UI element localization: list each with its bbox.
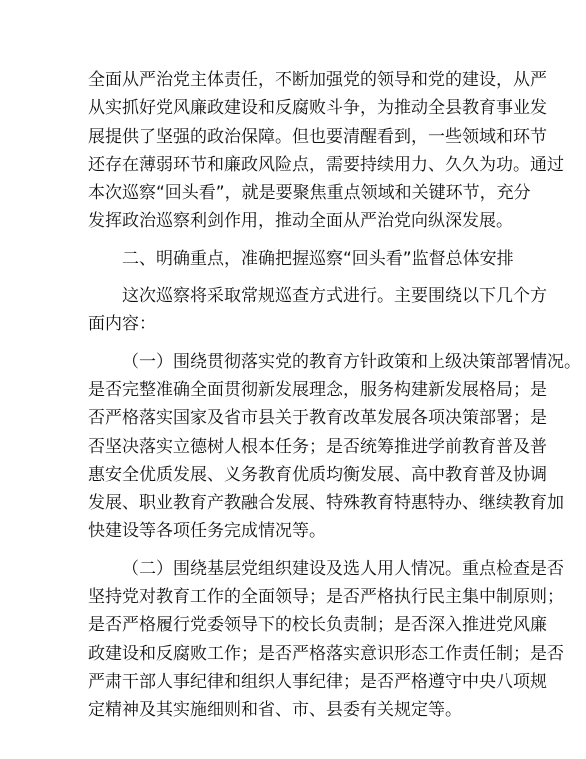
paragraph — [88, 66, 564, 236]
text-line: 还存在薄弱环节和廉政风险点，需要持续用力、久久为功。通过 — [88, 154, 564, 175]
text-line: 惠安全优质发展、义务教育优质均衡发展、高中教育普及协调 — [88, 464, 547, 485]
text-line: 面内容： — [88, 314, 156, 335]
paragraph — [88, 348, 581, 546]
heading-text: 二、明确重点，准确把握巡察“回头看”监督总体安排 — [122, 248, 514, 269]
text-line: （一）围绕贯彻落实党的教育方针政策和上级决策部署情况。 — [122, 351, 581, 372]
text-line: 发展、职业教育产教融合发展、特殊教育特惠特办、继续教育加 — [88, 493, 564, 514]
text-line: 严肃干部人事纪律和组织人事纪律；是否严格遵守中央八项规 — [88, 671, 547, 692]
text-line: 否坚决落实立德树人根本任务；是否统筹推进学前教育普及普 — [88, 436, 547, 457]
text-line: （二）围绕基层党组织建设及选人用人情况。重点检查是否 — [122, 558, 564, 579]
paragraph — [88, 282, 547, 339]
text-line: 展提供了坚强的政治保障。但也要清醒看到，一些领域和环节 — [88, 126, 547, 147]
paragraph — [88, 555, 564, 725]
text-line: 否严格落实国家及省市县关于教育改革发展各项决策部署；是 — [88, 408, 547, 429]
text-line: 坚持党对教育工作的全面领导；是否严格执行民主集中制原则； — [88, 587, 564, 608]
document-body — [88, 66, 581, 725]
text-line: 从实抓好党风廉政建设和反腐败斗争，为推动全县教育事业发 — [88, 98, 547, 119]
text-line: 快建设等各项任务完成情况等。 — [88, 521, 326, 542]
text-line: 发挥政治巡察利剑作用，推动全面从严治党向纵深发展。 — [88, 211, 513, 232]
text-line: 政建设和反腐败工作；是否严格落实意识形态工作责任制；是否 — [88, 643, 564, 664]
text-line: 是否严格履行党委领导下的校长负责制；是否深入推进党风廉 — [88, 615, 547, 636]
text-line: 本次巡察“回头看”，就是要聚焦重点领域和关键环节，充分 — [88, 183, 531, 204]
text-line: 这次巡察将采取常规巡查方式进行。主要围绕以下几个方 — [122, 286, 547, 307]
text-line: 定精神及其实施细则和省、市、县委有关规定等。 — [88, 700, 462, 721]
section-heading — [88, 245, 520, 273]
text-line: 是否完整准确全面贯彻新发展理念，服务构建新发展格局；是 — [88, 379, 547, 400]
text-line: 全面从严治党主体责任，不断加强党的领导和党的建设，从严 — [88, 70, 547, 90]
